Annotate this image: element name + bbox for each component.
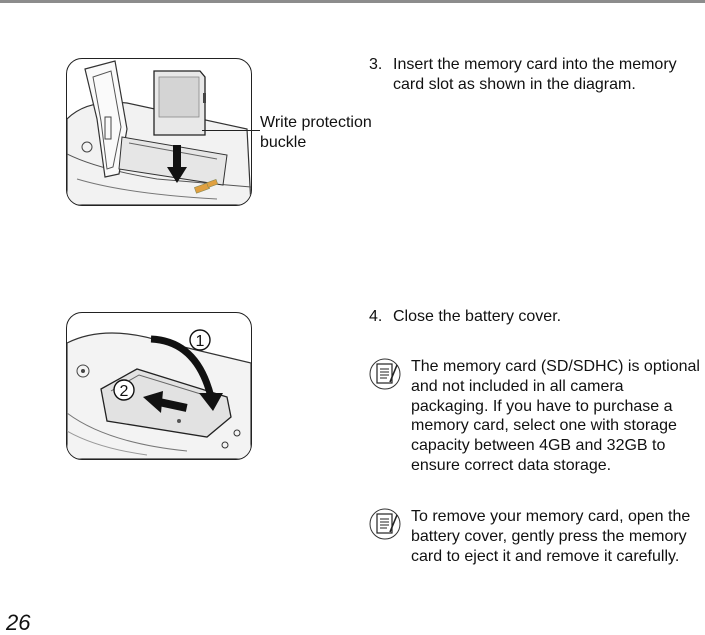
note-text: To remove your memory card, open the battery cover, gently press the memory card to eject it and remove it carefully. (411, 508, 691, 565)
write-protection-callout: Write protection buckle (260, 114, 372, 151)
close-cover-illustration (66, 312, 252, 460)
insert-card-illustration (66, 58, 252, 206)
note-icon (369, 508, 403, 540)
callout-leader-line (202, 130, 260, 131)
step-number: 3. (369, 56, 383, 73)
note-icon (369, 358, 403, 390)
page-number: 26 (6, 610, 31, 635)
step-text: Insert the memory card into the memory card slot as shown in the diagram. (393, 56, 677, 93)
note-1 (369, 357, 699, 477)
note-text: The memory card (SD/SDHC) is optional and not included in all camera packaging. If you have to purchase a memory card, select one with storage capacity between 4GB and 32GB to ensure correct data storage. (411, 358, 700, 474)
marker-2: 2 (119, 383, 129, 400)
step-3 (369, 55, 699, 97)
note-2 (369, 507, 699, 589)
step-number: 4. (369, 308, 383, 325)
step-4 (369, 307, 699, 329)
step-text: Close the battery cover. (393, 308, 562, 325)
marker-1: 1 (195, 333, 205, 350)
top-rule (0, 0, 705, 3)
